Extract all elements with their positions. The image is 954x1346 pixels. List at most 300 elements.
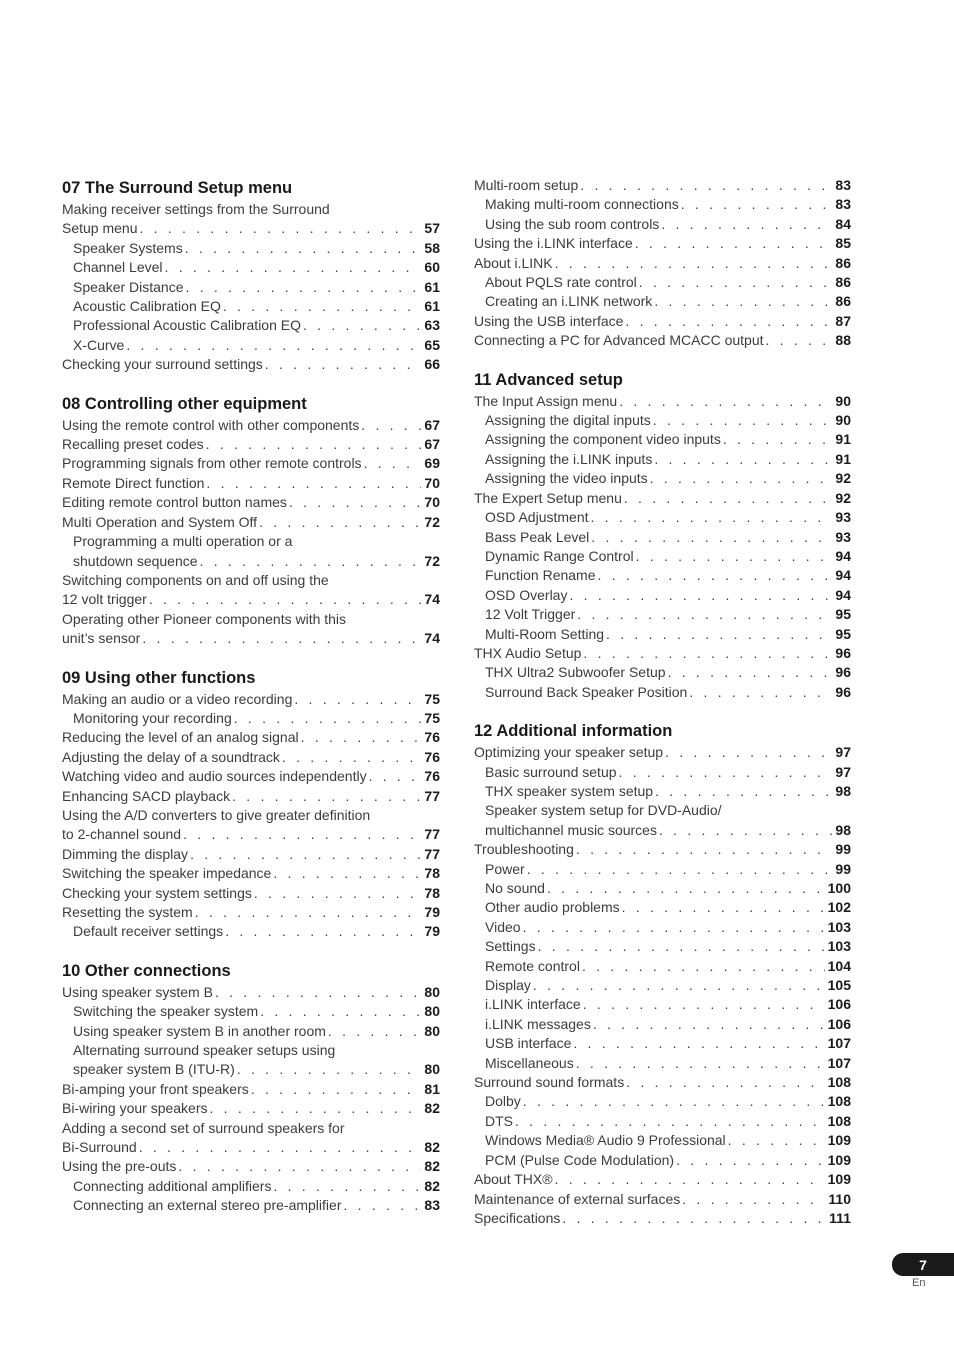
entry-page-number: 83 — [424, 1197, 440, 1214]
toc-subentry[interactable] — [474, 411, 851, 430]
dot-leader — [622, 898, 825, 917]
toc-entry[interactable] — [62, 493, 440, 512]
dot-leader — [655, 782, 832, 801]
entry-title: Multi-room setup — [474, 177, 579, 193]
toc-section-10-other-connections — [62, 959, 440, 1216]
toc-section-09-using-other-functions — [62, 666, 440, 942]
toc-entry[interactable] — [62, 884, 440, 903]
entry-page-number: 97 — [835, 763, 851, 780]
dot-leader — [723, 430, 833, 449]
dot-leader — [259, 513, 421, 532]
entry-row — [73, 316, 440, 335]
dot-leader — [206, 435, 422, 454]
dot-leader — [190, 845, 421, 864]
dot-leader — [234, 709, 422, 728]
section-heading: 11 Advanced setup — [474, 370, 623, 389]
entry-page-number: 109 — [827, 1132, 851, 1149]
entry-page-number: 80 — [424, 1022, 440, 1039]
entry-row — [485, 469, 851, 488]
toc-entry[interactable] — [62, 845, 440, 864]
dot-leader — [591, 528, 832, 547]
toc-subentry[interactable] — [474, 1054, 851, 1073]
dot-leader — [183, 825, 421, 844]
toc-entry[interactable] — [62, 1119, 440, 1158]
dot-leader — [569, 586, 832, 605]
entry-page-number: 86 — [835, 274, 851, 291]
toc-subentry[interactable] — [62, 1177, 440, 1196]
entry-title: Surround Back Speaker Position — [485, 683, 688, 700]
entry-row — [485, 860, 851, 879]
entry-row — [73, 1177, 440, 1196]
toc-subentry[interactable] — [474, 605, 851, 624]
entry-page-number: 82 — [424, 1177, 440, 1194]
toc-subentry[interactable] — [62, 316, 440, 335]
dot-leader — [619, 763, 833, 782]
entry-page-number: 103 — [827, 938, 851, 955]
entry-title-line: Making receiver settings from the Surround — [62, 201, 330, 217]
page-number-tab — [892, 1253, 954, 1276]
dot-leader — [140, 219, 422, 238]
toc-entry[interactable] — [62, 1157, 440, 1176]
toc-column-left — [62, 176, 440, 1233]
toc-entry[interactable] — [474, 489, 851, 508]
page-number: 7 — [919, 1256, 927, 1273]
dot-leader — [580, 176, 832, 195]
toc-subentry[interactable] — [474, 586, 851, 605]
entry-title: Assigning the digital inputs — [485, 412, 651, 429]
entry-title: About i.LINK — [474, 254, 553, 271]
toc-subentry[interactable] — [62, 239, 440, 258]
toc-subentry[interactable] — [474, 1112, 851, 1131]
toc-subentry[interactable] — [474, 1151, 851, 1170]
dot-leader — [593, 1015, 825, 1034]
language-code: En — [912, 1277, 926, 1289]
entry-page-number: 74 — [424, 591, 440, 608]
entry-row — [73, 278, 440, 297]
dot-leader — [282, 748, 422, 767]
entry-page-number: 70 — [424, 494, 440, 511]
entry-row — [485, 1131, 851, 1150]
entry-title: Professional Acoustic Calibration EQ — [73, 317, 301, 334]
entry-title: Other audio problems — [485, 899, 620, 916]
toc-entry[interactable] — [474, 312, 851, 331]
entry-row — [73, 1022, 440, 1041]
entry-title: Assigning the i.LINK inputs — [485, 450, 653, 467]
toc-entry[interactable] — [474, 331, 851, 350]
toc-subentry[interactable] — [474, 1092, 851, 1111]
toc-subentry[interactable] — [474, 566, 851, 585]
entry-page-number: 96 — [835, 664, 851, 681]
entry-page-number: 79 — [424, 904, 440, 920]
entry-page-number: 93 — [835, 509, 851, 526]
toc-entry[interactable] — [62, 571, 440, 610]
entry-title: Checking your surround settings — [62, 356, 263, 373]
dot-leader — [624, 489, 833, 508]
dot-leader — [328, 1022, 422, 1041]
entry-title: Using speaker system B — [62, 983, 213, 1000]
dot-leader — [142, 629, 421, 648]
toc-entry[interactable] — [62, 355, 440, 374]
entry-row — [73, 336, 440, 355]
dot-leader — [689, 683, 832, 702]
toc-entry[interactable] — [474, 644, 851, 663]
entry-row — [485, 663, 851, 682]
entry-row — [62, 983, 440, 1002]
toc-entry[interactable] — [474, 840, 851, 859]
entry-row — [485, 763, 851, 782]
entry-page-number: 72 — [424, 552, 440, 569]
entry-row — [485, 1054, 851, 1073]
dot-leader — [206, 474, 421, 493]
entry-page-number: 91 — [835, 431, 851, 448]
toc-entry[interactable] — [62, 474, 440, 493]
entry-row — [62, 355, 440, 374]
section-heading: 09 Using other functions — [62, 668, 256, 687]
entry-page-number: 84 — [835, 215, 851, 232]
section-heading: 12 Additional information — [474, 722, 673, 741]
entry-page-number: 58 — [424, 239, 440, 256]
entry-row — [485, 898, 851, 917]
entry-page-number: 83 — [835, 177, 851, 193]
dot-leader — [583, 644, 832, 663]
toc-subentry[interactable] — [474, 1034, 851, 1053]
dot-leader — [606, 625, 832, 644]
toc-subentry[interactable] — [474, 292, 851, 311]
entry-page-number: 108 — [827, 1074, 851, 1091]
entry-page-number: 90 — [835, 412, 851, 429]
entry-page-number: 78 — [424, 884, 440, 901]
entry-title: THX Audio Setup — [474, 644, 582, 661]
entry-title: THX speaker system setup — [485, 782, 654, 799]
entry-title: Watching video and audio sources independently — [62, 768, 367, 785]
entry-page-number: 100 — [827, 880, 851, 896]
entry-title: Video — [485, 918, 521, 935]
entry-page-number: 105 — [827, 977, 851, 994]
toc-subentry[interactable] — [474, 508, 851, 527]
entry-row — [474, 1170, 851, 1189]
toc-entry[interactable] — [62, 903, 440, 922]
toc-subentry[interactable] — [474, 625, 851, 644]
toc-subentry[interactable] — [474, 195, 851, 214]
toc-entry[interactable] — [62, 513, 440, 532]
entry-page-number: 67 — [424, 416, 440, 433]
entry-row — [485, 683, 851, 702]
toc-entry[interactable] — [62, 690, 440, 709]
toc-entry[interactable] — [474, 1170, 851, 1189]
dot-leader — [668, 663, 833, 682]
toc-entry[interactable] — [474, 176, 851, 195]
entry-page-number: 86 — [835, 254, 851, 271]
toc-subentry[interactable] — [62, 1041, 440, 1080]
entry-row — [474, 312, 851, 331]
entry-row — [485, 1092, 851, 1111]
entry-page-number: 72 — [424, 513, 440, 530]
section-heading: 07 The Surround Setup menu — [62, 179, 293, 197]
toc-entry[interactable] — [62, 983, 440, 1002]
entry-page-number: 104 — [827, 957, 851, 974]
entry-title: X-Curve — [73, 336, 125, 353]
dot-leader — [200, 552, 422, 571]
entry-title: Using the pre-outs — [62, 1158, 177, 1175]
toc-subentry[interactable] — [474, 898, 851, 917]
dot-leader — [343, 1196, 421, 1215]
entry-row — [485, 625, 851, 644]
toc-subentry[interactable] — [474, 683, 851, 702]
entry-row — [62, 864, 440, 883]
toc-entry[interactable] — [62, 787, 440, 806]
entry-page-number: 61 — [424, 278, 440, 295]
entry-title: Creating an i.LINK network — [485, 293, 653, 310]
entry-row — [485, 1112, 851, 1131]
entry-row — [485, 995, 851, 1014]
entry-page-number: 91 — [835, 450, 851, 467]
toc-subentry[interactable] — [62, 297, 440, 316]
entry-row — [485, 508, 851, 527]
entry-title: Acoustic Calibration EQ — [73, 298, 221, 315]
toc-subentry[interactable] — [474, 801, 851, 840]
toc-subentry[interactable] — [62, 1022, 440, 1041]
dot-leader — [195, 903, 422, 922]
toc-section-continued — [474, 176, 851, 351]
dot-leader — [583, 995, 825, 1014]
toc-subentry[interactable] — [474, 469, 851, 488]
entry-title: i.LINK interface — [485, 996, 581, 1013]
entry-title: Switching the speaker system — [73, 1003, 259, 1020]
dot-leader — [598, 566, 833, 585]
entry-row — [62, 454, 440, 473]
toc-entry[interactable] — [474, 1073, 851, 1092]
entry-row — [485, 273, 851, 292]
entry-page-number: 110 — [828, 1190, 851, 1207]
entry-row — [62, 219, 440, 238]
dot-leader — [523, 918, 825, 937]
entry-title: Making multi-room connections — [485, 196, 679, 213]
toc-entry[interactable] — [474, 1190, 851, 1209]
entry-row — [73, 297, 440, 316]
dot-leader — [577, 605, 832, 624]
entry-page-number: 66 — [424, 356, 440, 373]
toc-section-08-controlling-other-equipment — [62, 392, 440, 649]
entry-page-number: 80 — [424, 1061, 440, 1078]
toc-entry[interactable] — [62, 200, 440, 239]
entry-row — [485, 605, 851, 624]
entry-page-number: 81 — [424, 1080, 440, 1097]
entry-row — [62, 416, 440, 435]
toc-entry[interactable] — [62, 1099, 440, 1118]
dot-leader — [654, 292, 832, 311]
toc-subentry[interactable] — [474, 547, 851, 566]
toc-entry[interactable] — [62, 806, 440, 845]
toc-subentry[interactable] — [474, 528, 851, 547]
entry-title: Using the sub room controls — [485, 215, 660, 232]
entry-row — [485, 528, 851, 547]
entry-title: DTS — [485, 1112, 513, 1129]
toc-subentry[interactable] — [474, 430, 851, 449]
toc-subentry[interactable] — [474, 450, 851, 469]
toc-subentry[interactable] — [474, 763, 851, 782]
entry-title: Multi Operation and System Off — [62, 513, 258, 530]
dot-leader — [361, 416, 421, 435]
toc-subentry[interactable] — [474, 273, 851, 292]
entry-title: THX Ultra2 Subwoofer Setup — [485, 664, 666, 681]
toc-entry[interactable] — [474, 1209, 851, 1228]
entry-row — [474, 331, 851, 350]
entry-title: About PQLS rate control — [485, 274, 637, 291]
entry-title: Optimizing your speaker setup — [474, 744, 664, 761]
dot-leader — [676, 1151, 825, 1170]
entry-title-line: Speaker system setup for DVD-Audio/ — [485, 802, 722, 819]
dot-leader — [547, 879, 825, 898]
entry-row — [62, 513, 440, 532]
entry-page-number: 94 — [835, 547, 851, 564]
entry-title: Reducing the level of an analog signal — [62, 729, 299, 746]
toc-subentry[interactable] — [474, 215, 851, 234]
entry-page-number: 102 — [827, 899, 851, 916]
entry-page-number: 99 — [835, 860, 851, 877]
toc-subentry[interactable] — [62, 258, 440, 277]
toc-subentry[interactable] — [474, 1131, 851, 1150]
dot-leader — [661, 215, 832, 234]
entry-page-number: 76 — [424, 768, 440, 785]
entry-title: Switching the speaker impedance — [62, 865, 272, 882]
toc-subentry[interactable] — [474, 860, 851, 879]
entry-title: Bass Peak Level — [485, 528, 590, 545]
dot-leader — [139, 1138, 422, 1157]
dot-leader — [650, 469, 833, 488]
entry-title-line: Operating other Pioneer components with this — [62, 610, 347, 627]
toc-subentry[interactable] — [62, 922, 440, 941]
entry-page-number: 76 — [424, 729, 440, 746]
toc-entry[interactable] — [62, 864, 440, 883]
toc-subentry[interactable] — [474, 918, 851, 937]
entry-page-number: 76 — [424, 748, 440, 765]
toc-entry[interactable] — [62, 1080, 440, 1099]
entry-title: USB interface — [485, 1035, 572, 1052]
dot-leader — [260, 1002, 421, 1021]
toc-entry[interactable] — [62, 416, 440, 435]
toc-entry[interactable] — [62, 435, 440, 454]
toc-entry[interactable] — [474, 254, 851, 273]
entry-title: Bi-amping your front speakers — [62, 1080, 249, 1097]
dot-leader — [728, 1131, 825, 1150]
entry-row — [474, 1073, 851, 1092]
entry-page-number: 92 — [835, 470, 851, 487]
dot-leader — [681, 195, 833, 214]
toc-subentry[interactable] — [474, 1015, 851, 1034]
toc-subentry[interactable] — [474, 976, 851, 995]
entry-page-number: 95 — [835, 625, 851, 642]
dot-leader — [538, 937, 825, 956]
toc-subentry[interactable] — [474, 957, 851, 976]
entry-title-line: Programming a multi operation or a — [73, 533, 293, 550]
toc-subentry[interactable] — [62, 336, 440, 355]
toc-entry[interactable] — [474, 234, 851, 253]
entry-row — [485, 976, 851, 995]
entry-title-line: Alternating surround speaker setups using — [73, 1042, 336, 1059]
dot-leader — [126, 336, 421, 355]
toc-subentry[interactable] — [62, 709, 440, 728]
dot-leader — [533, 976, 825, 995]
entry-page-number: 96 — [835, 644, 851, 661]
entry-title: multichannel music sources — [485, 821, 657, 838]
entry-row — [62, 435, 440, 454]
dot-leader — [364, 454, 422, 473]
entry-page-number: 109 — [827, 1171, 851, 1188]
dot-leader — [555, 1170, 825, 1189]
toc-entry[interactable] — [474, 392, 851, 411]
toc-entry[interactable] — [62, 748, 440, 767]
toc-subentry[interactable] — [62, 278, 440, 297]
dot-leader — [186, 278, 422, 297]
entry-title: Speaker Distance — [73, 278, 184, 295]
entry-page-number: 69 — [424, 455, 440, 472]
toc-entry[interactable] — [62, 610, 440, 649]
entry-row — [474, 743, 851, 762]
entry-row — [62, 1157, 440, 1176]
entry-row — [485, 586, 851, 605]
entry-page-number: 98 — [835, 782, 851, 799]
entry-title: Basic surround setup — [485, 763, 617, 780]
entry-row — [62, 590, 440, 609]
entry-page-number: 74 — [424, 630, 440, 647]
entry-row — [485, 292, 851, 311]
dot-leader — [659, 821, 832, 840]
entry-row — [485, 879, 851, 898]
toc-subentry[interactable] — [474, 782, 851, 801]
toc-subentry[interactable] — [474, 879, 851, 898]
toc-subentry[interactable] — [474, 937, 851, 956]
entry-page-number: 78 — [424, 865, 440, 882]
toc-subentry[interactable] — [62, 532, 440, 571]
dot-leader — [165, 258, 422, 277]
dot-leader — [682, 1190, 825, 1209]
toc-subentry[interactable] — [474, 995, 851, 1014]
entry-title: The Expert Setup menu — [474, 489, 622, 506]
entry-page-number: 88 — [835, 332, 851, 349]
entry-title: OSD Overlay — [485, 586, 568, 603]
dot-leader — [625, 312, 832, 331]
entry-title: Channel Level — [73, 259, 163, 276]
entry-title: Function Rename — [485, 567, 596, 584]
dot-leader — [576, 840, 833, 859]
dot-leader — [301, 728, 422, 747]
dot-leader — [210, 1099, 422, 1118]
entry-page-number: 82 — [424, 1158, 440, 1175]
entry-title: Connecting an external stereo pre-amplifier — [73, 1197, 342, 1214]
toc-subentry[interactable] — [62, 1196, 440, 1215]
entry-title: Windows Media® Audio 9 Professional — [485, 1132, 726, 1149]
entry-page-number: 77 — [424, 826, 440, 843]
entry-row — [73, 1060, 440, 1079]
entry-page-number: 80 — [424, 1003, 440, 1020]
dot-leader — [576, 1054, 825, 1073]
entry-page-number: 82 — [424, 1139, 440, 1156]
dot-leader — [635, 234, 833, 253]
entry-row — [485, 1151, 851, 1170]
entry-page-number: 111 — [829, 1209, 851, 1226]
entry-row — [62, 1138, 440, 1157]
entry-title: Bi-wiring your speakers — [62, 1100, 208, 1117]
toc-entry[interactable] — [62, 767, 440, 786]
toc-entry[interactable] — [62, 728, 440, 747]
toc-entry[interactable] — [474, 743, 851, 762]
entry-title: Making an audio or a video recording — [62, 690, 293, 707]
entry-page-number: 57 — [424, 220, 440, 237]
toc-subentry[interactable] — [474, 663, 851, 682]
entry-row — [62, 493, 440, 512]
toc-entry[interactable] — [62, 454, 440, 473]
toc-subentry[interactable] — [62, 1002, 440, 1021]
